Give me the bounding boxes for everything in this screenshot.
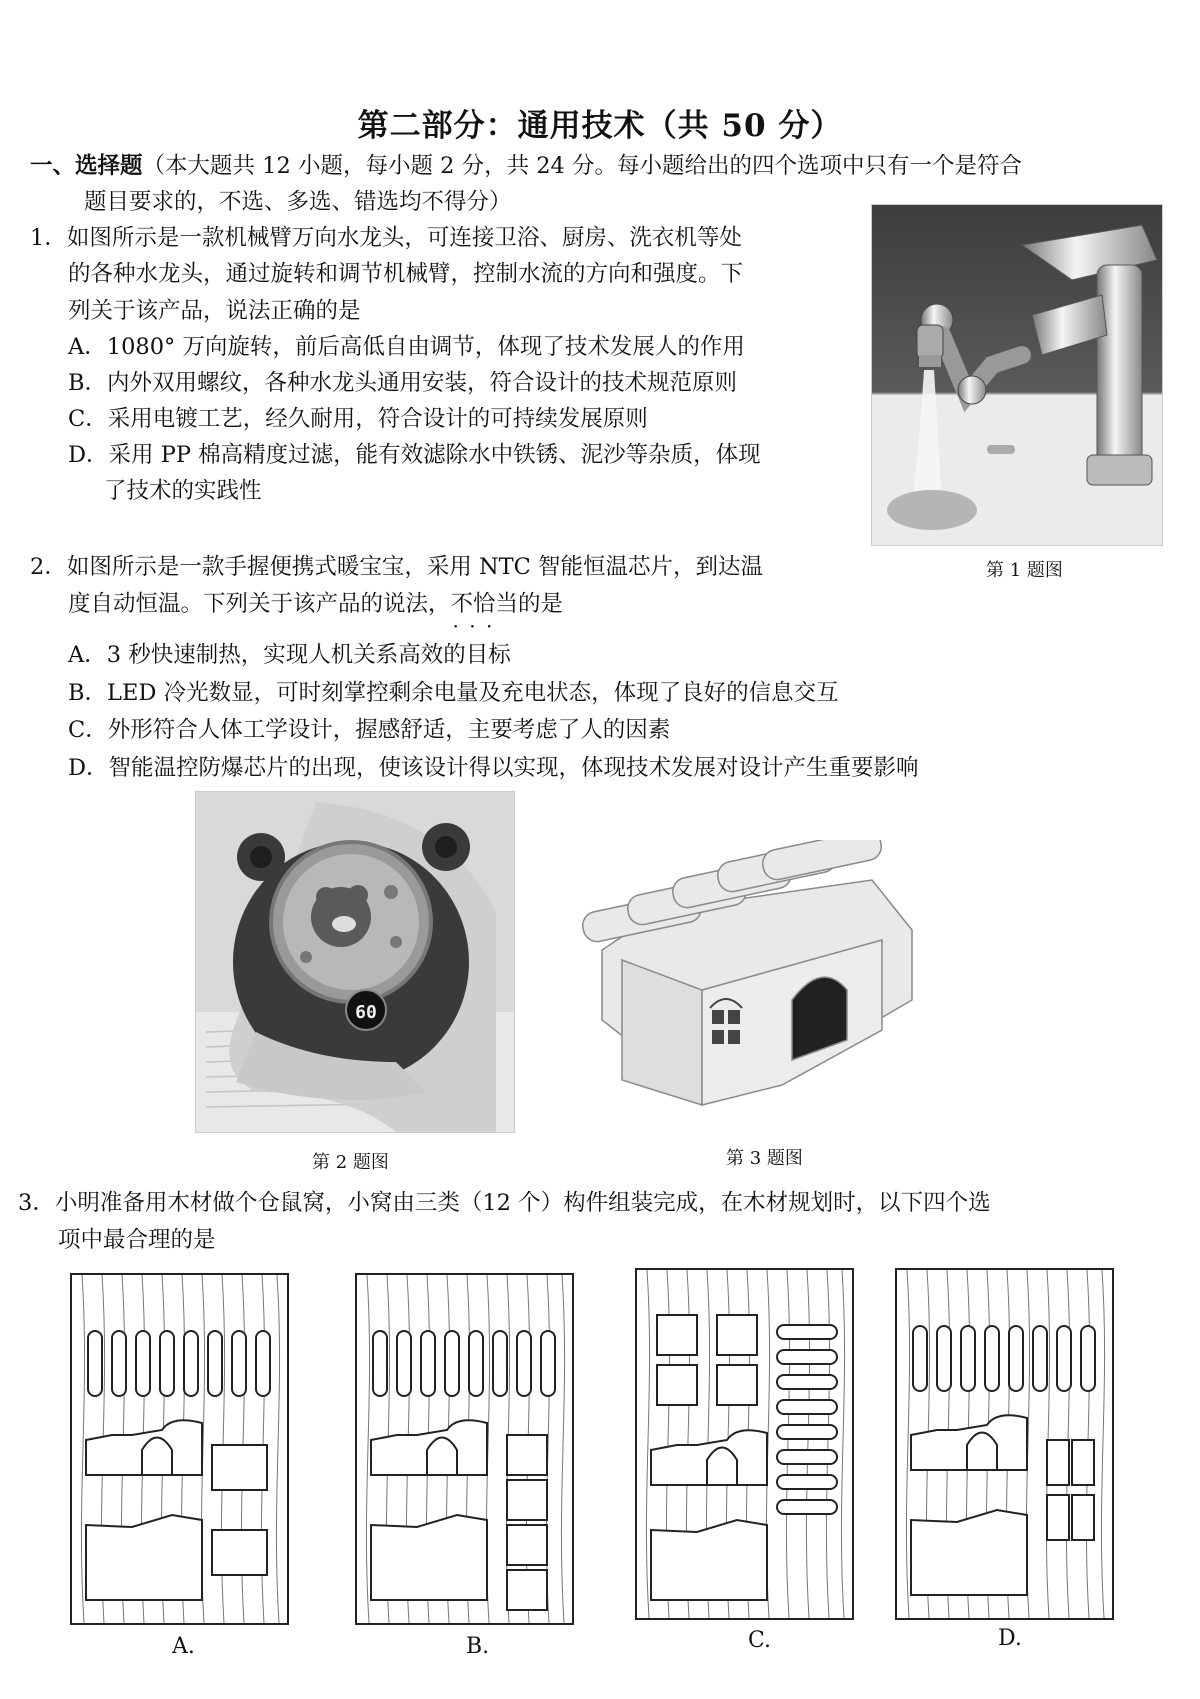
q1-option-d-1: D．采用 PP 棉高精度过滤，能有效滤除水中铁锈、泥沙等杂质，体现 bbox=[68, 442, 761, 468]
q2-line2 bbox=[68, 590, 563, 618]
q3-option-c-board[interactable] bbox=[635, 1268, 854, 1620]
q1-line3: 列关于该产品，说法正确的是 bbox=[68, 298, 361, 324]
q3-line1: 3．小明准备用木材做个仓鼠窝，小窝由三类（12 个）构件组装完成，在木材规划时，以下四个选 bbox=[18, 1190, 991, 1216]
q2-option-a: A．3 秒快速制热，实现人机关系高效的目标 bbox=[68, 642, 511, 668]
q2-line2-pre: 度自动恒温。下列关于该产品的说法， bbox=[68, 591, 451, 617]
q1-option-a: A．1080° 万向旋转，前后高低自由调节，体现了技术发展人的作用 bbox=[68, 334, 745, 360]
q3-figure-hamster-house bbox=[582, 840, 922, 1110]
q3-line2: 项中最合理的是 bbox=[58, 1227, 216, 1253]
q1-line2: 的各种水龙头，通过旋转和调节机械臂，控制水流的方向和强度。下 bbox=[68, 261, 744, 287]
section-header bbox=[30, 152, 1022, 180]
page-title: 第二部分：通用技术（共 50 分） bbox=[357, 108, 843, 144]
q3-option-a-label: A. bbox=[172, 1634, 195, 1659]
q2-caption: 第 2 题图 bbox=[312, 1152, 389, 1173]
q2-option-c: C．外形符合人体工学设计，握感舒适，主要考虑了人的因素 bbox=[68, 717, 671, 743]
q3-option-d-board[interactable] bbox=[895, 1268, 1114, 1620]
display-readout: 60 bbox=[355, 1002, 377, 1023]
q3-option-d-label: D. bbox=[998, 1626, 1022, 1651]
q2-line1: 2．如图所示是一款手握便携式暖宝宝，采用 NTC 智能恒温芯片，到达温 bbox=[30, 554, 764, 580]
q2-option-b: B．LED 冷光数显，可时刻掌控剩余电量及充电状态，体现了良好的信息交互 bbox=[68, 680, 839, 706]
section-head: 一、选择题 bbox=[30, 153, 143, 179]
q2-emphasis: 不恰当 · · · bbox=[451, 590, 519, 618]
q2-line2-post: 的是 bbox=[518, 591, 564, 617]
q3-option-c-label: C. bbox=[748, 1628, 772, 1653]
q1-option-c: C．采用电镀工艺，经久耐用，符合设计的可持续发展原则 bbox=[68, 406, 648, 432]
q3-caption: 第 3 题图 bbox=[726, 1148, 803, 1169]
q1-line1: 1．如图所示是一款机械臂万向水龙头，可连接卫浴、厨房、洗衣机等处 bbox=[30, 225, 742, 251]
q3-option-b-board[interactable] bbox=[355, 1273, 574, 1625]
q3-option-a-board[interactable] bbox=[70, 1273, 289, 1625]
q1-caption: 第 1 题图 bbox=[986, 560, 1063, 581]
q1-option-b: B．内外双用螺纹，各种水龙头通用安装，符合设计的技术规范原则 bbox=[68, 370, 738, 396]
section-desc-1: （本大题共 12 小题，每小题 2 分，共 24 分。每小题给出的四个选项中只有一个是符合 bbox=[142, 153, 1023, 179]
q1-figure-faucet bbox=[871, 204, 1163, 546]
q2-figure-handwarmer bbox=[195, 791, 515, 1133]
section-desc-2: 题目要求的，不选、多选、错选均不得分） bbox=[84, 189, 512, 215]
q2-option-d: D．智能温控防爆芯片的出现，使该设计得以实现，体现技术发展对设计产生重要影响 bbox=[68, 755, 919, 781]
q1-option-d-2: 了技术的实践性 bbox=[104, 478, 262, 504]
q3-option-b-label: B. bbox=[466, 1634, 490, 1659]
